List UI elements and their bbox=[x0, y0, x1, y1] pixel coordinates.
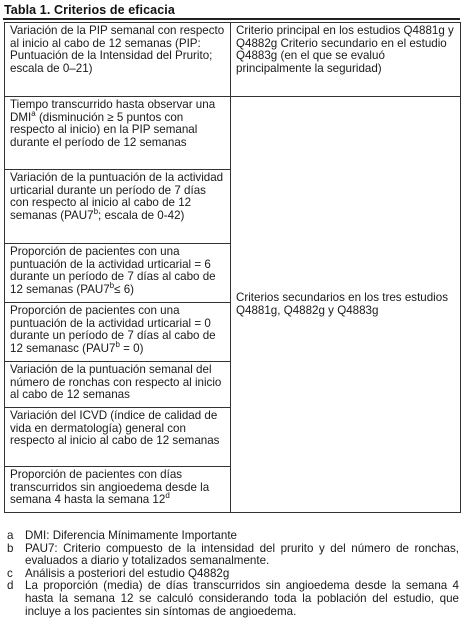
secondary-criteria-cell: Criterios secundarios en los tres estudios Q4881g, Q4882g y Q4883g bbox=[231, 97, 461, 513]
footnote-text: Análisis a posteriori del estudio Q4882g bbox=[25, 566, 230, 580]
criterion-text: = 0) bbox=[119, 341, 144, 355]
criterion-text: Proporción de pacientes con una puntuación de la actividad urticarial = 0 durante un período de 7 días al cabo de 12 semanasc (PAU7 bbox=[10, 304, 216, 355]
criterion-cell: Variación de la puntuación semanal del número de ronchas con respecto al inicio al cabo de 12 semanas bbox=[5, 362, 231, 408]
criterion-text: Proporción de pacientes con una puntuación de la actividad urticarial = 6 durante un período de 7 días al cabo de 12 semanas (PAU7 bbox=[10, 245, 216, 296]
criterion-cell bbox=[5, 303, 231, 362]
criterion-text: ; escala de 0-42) bbox=[98, 208, 185, 222]
table-title: Tabla 1. Criterios de eficacia bbox=[4, 3, 175, 17]
footnote-ref: d bbox=[165, 491, 170, 501]
efficacy-criteria-table bbox=[4, 22, 461, 513]
criterion-text: Tiempo transcurrido hasta observar una DMI bbox=[10, 98, 216, 124]
footnote-ref: b bbox=[93, 206, 99, 216]
footnote-letter: c bbox=[7, 566, 13, 580]
footnote-letter: b bbox=[7, 541, 14, 555]
table-row bbox=[5, 97, 461, 170]
footnotes bbox=[7, 530, 459, 618]
footnote-ref: a bbox=[31, 108, 36, 118]
footnote-item bbox=[7, 580, 459, 618]
footnote-item bbox=[7, 543, 459, 568]
criterion-cell bbox=[5, 97, 231, 170]
footnote-item bbox=[7, 530, 459, 543]
criterion-cell bbox=[5, 170, 231, 244]
criterion-cell bbox=[5, 244, 231, 303]
criterion-cell: Variación de la PIP semanal con respecto al inicio al cabo de 12 semanas (PIP: Puntuación de la Intensidad del Prurito; escala de 0–21) bbox=[5, 23, 231, 97]
title-rule bbox=[3, 18, 460, 20]
footnote-text: DMI: Diferencia Mínimamente Importante bbox=[25, 529, 237, 542]
criterion-cell: Variación del ICVD (índice de calidad de vida en dermatología) general con respecto al inicio al cabo de 12 semanas bbox=[5, 408, 231, 467]
footnote-ref: b bbox=[115, 339, 120, 349]
criterion-text: Proporción de pacientes con días transcurridos sin angioedema desde la semana 4 hasta la semana 12 bbox=[10, 468, 210, 507]
criterion-text: Variación de la puntuación de la actividad urticarial durante un período de 7 días con respecto al inicio al cabo de 12 semanas (PAU7 bbox=[10, 171, 224, 222]
criterion-text: (disminución ≥ 5 puntos con respecto al inicio) en la PIP semanal durante el período de 12 semanas bbox=[10, 110, 198, 149]
criterion-cell bbox=[5, 467, 231, 513]
footnote-ref: b bbox=[109, 280, 115, 290]
criterion-text: ≤ 6) bbox=[114, 282, 135, 296]
footnote-letter: a bbox=[7, 529, 14, 542]
study-cell: Criterio principal en los estudios Q4881g y Q4882g Criterio secundario en el estudio Q4883g (en el que se evaluó principalmente la seguridad) bbox=[231, 23, 461, 97]
footnote-text: La proporción (media) de días transcurridos sin angioedema desde la semana 4 hasta la semana 12 se calculó considerando toda la población del estudio, que incluye a los pacientes sin síntomas de angioedema. bbox=[25, 579, 459, 618]
footnote-text: PAU7: Criterio compuesto de la intensidad del prurito y del número de ronchas, evaluados a diario y totalizados semanalmente. bbox=[25, 541, 459, 568]
footnote-letter: d bbox=[7, 579, 14, 593]
table-row bbox=[5, 23, 461, 97]
